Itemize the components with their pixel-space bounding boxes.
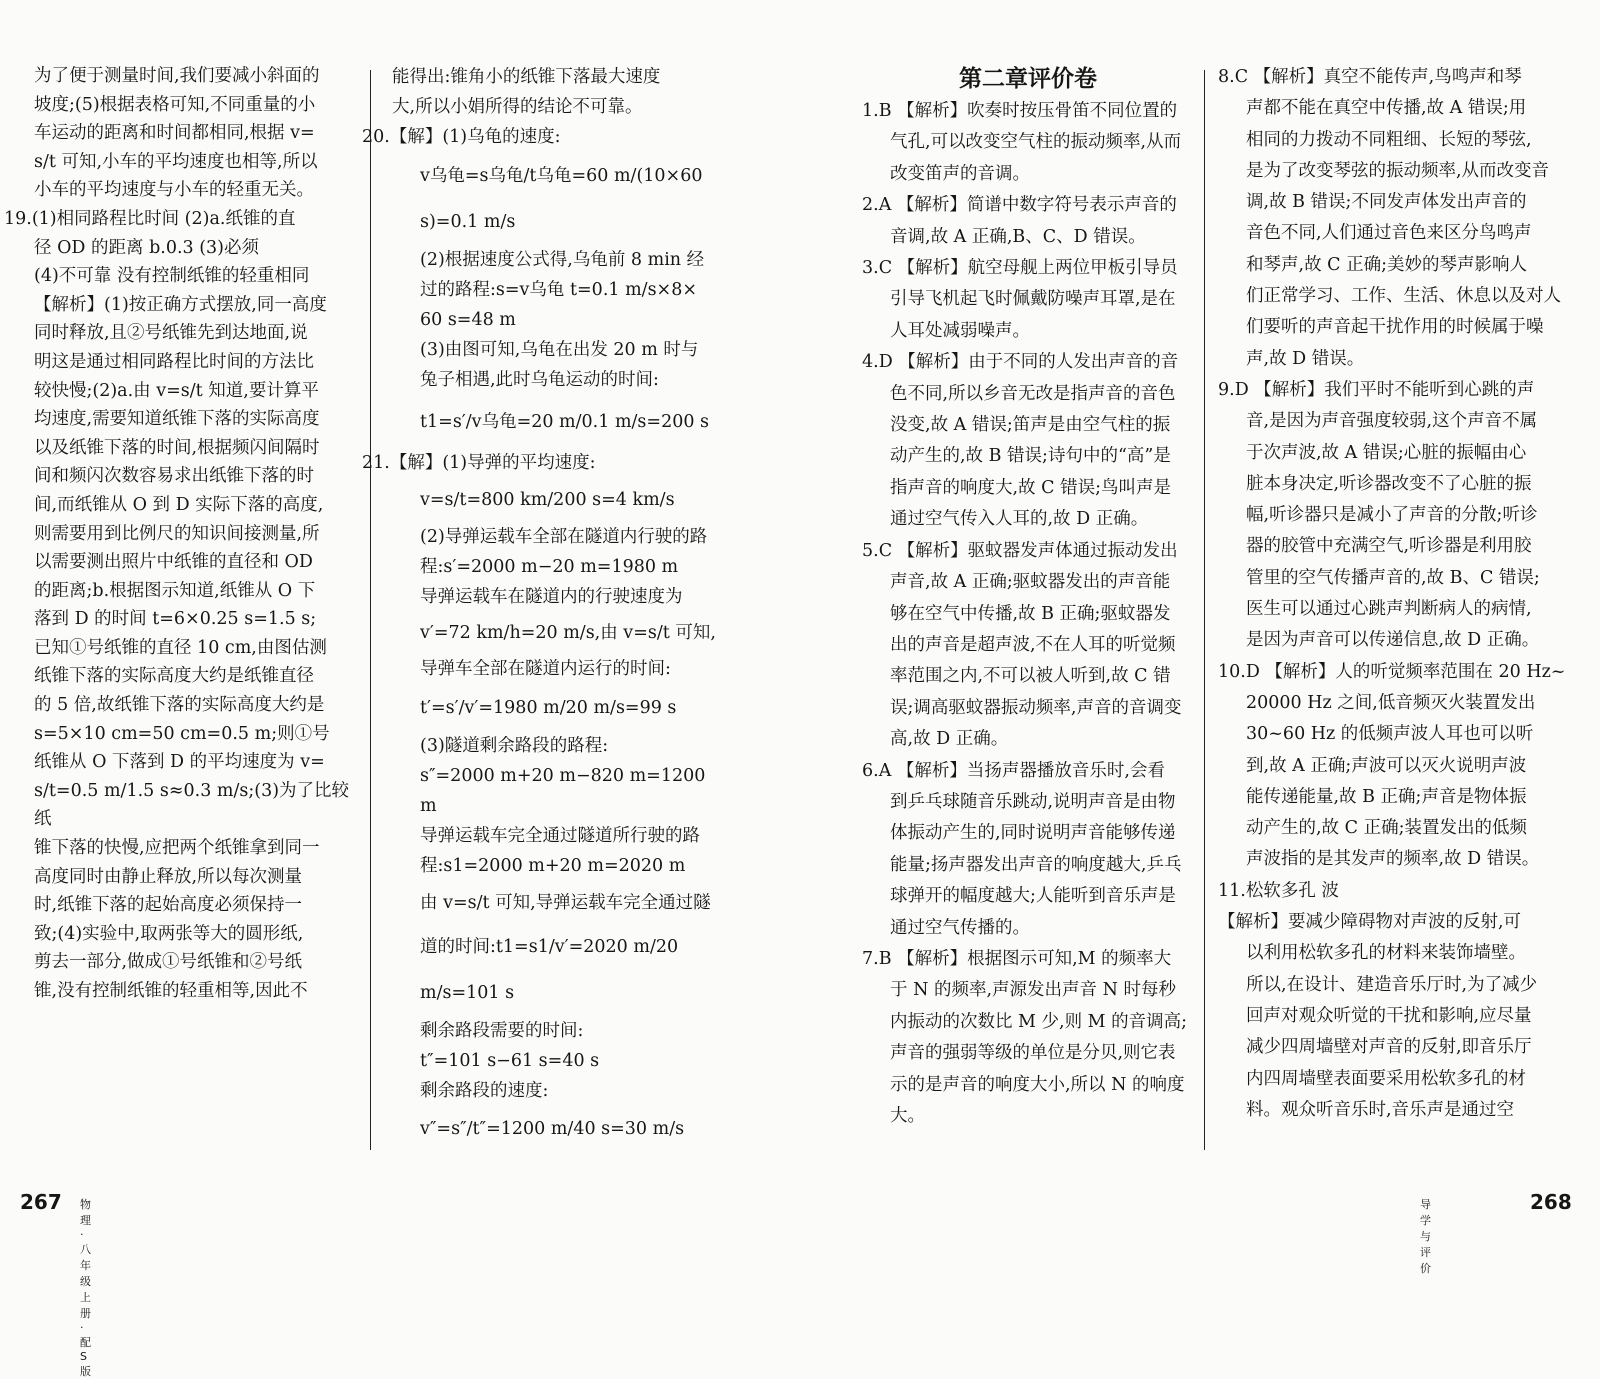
text-line: 时,纸锥下落的起始高度必须保持一: [34, 895, 303, 916]
left-column-2: [362, 62, 722, 1152]
text-line: 高,故 D 正确。: [890, 729, 1009, 750]
text-line: 相同的力拨动不同粗细、长短的琴弦,: [1246, 129, 1532, 150]
formula-line: t′=s′/v′=1980 m/20 m/s=99 s: [420, 697, 677, 718]
text-line: 坡度;(5)根据表格可知,不同重量的小: [34, 94, 316, 115]
text-line: t″=101 s−61 s=40 s: [420, 1050, 600, 1071]
text-line: 1.B 【解析】吹奏时按压骨笛不同位置的: [862, 101, 1178, 121]
text-line: 均速度,需要知道纸锥下落的实际高度: [34, 409, 320, 430]
text-line: 指声音的响度大,故 C 错误;鸟叫声是: [890, 477, 1171, 498]
page-number: 267: [20, 1190, 62, 1214]
formula-line: v乌龟=s乌龟/t乌龟=60 m/(10×60 s)=0.1 m/s: [420, 165, 703, 232]
text-line: 动产生的,故 B 错误;诗句中的“高”是: [890, 446, 1171, 467]
text-line: 剩余路段的速度:: [420, 1081, 549, 1102]
page-footer: 物理·八年级上册·配S版: [80, 1198, 92, 1378]
text-line: 导弹车全部在隧道内运行的时间:: [420, 659, 671, 680]
text-line: 于 N 的频率,声源发出声音 N 时每秒: [890, 980, 1176, 1001]
column-divider: [1204, 70, 1205, 1150]
formula-line: v′=72 km/h=20 m/s,由 v=s/t 可知,: [420, 623, 716, 644]
text-line: 声,故 D 错误。: [1246, 348, 1365, 369]
text-line: 大。: [890, 1106, 925, 1126]
page-number: 268: [1530, 1190, 1572, 1214]
text-line: 纸锥从 O 下落到 D 的平均速度为 v=: [34, 752, 325, 773]
text-line: 已知①号纸锥的直径 10 cm,由图估测: [34, 637, 327, 658]
text-line: 们正常学习、工作、生活、休息以及对人: [1246, 286, 1561, 307]
text-line: 【解析】要减少障碍物对声波的反射,可: [1218, 912, 1522, 933]
text-line: 小车的平均速度与小车的轻重无关。: [34, 180, 314, 201]
text-line: 导弹运载车完全通过隧道所行驶的路: [420, 826, 700, 847]
text-line: 通过空气传播的。: [890, 917, 1030, 938]
text-line: 60 s=48 m: [420, 310, 516, 331]
text-line: (4)不可靠 没有控制纸锥的轻重相同: [34, 266, 310, 287]
text-line: s=5×10 cm=50 cm=0.5 m;则①号: [34, 723, 330, 744]
text-line: 音调,故 A 正确,B、C、D 错误。: [890, 226, 1146, 247]
text-line: 没变,故 A 错误;笛声是由空气柱的振: [890, 415, 1171, 436]
text-line: 则需要用到比例尺的知识间接测量,所: [34, 523, 320, 544]
text-line: 色不同,所以乡音无改是指声音的音色: [890, 383, 1176, 404]
text-line: 能量;扬声器发出声音的响度越大,乒乓: [890, 854, 1182, 875]
text-line: 医生可以通过心跳声判断病人的病情,: [1246, 599, 1532, 620]
text-line: 能得出:锥角小的纸锥下落最大速度: [392, 67, 661, 87]
text-line: 误;调高驱蚊器振动频率,声音的音调变: [890, 697, 1182, 718]
text-line: 锥下落的快慢,应把两个纸锥拿到同一: [34, 838, 320, 859]
text-line: s/t 可知,小车的平均速度也相等,所以: [34, 151, 318, 172]
text-line: 4.D 【解析】由于不同的人发出声音的音: [862, 352, 1179, 373]
text-line: 和琴声,故 C 正确;美妙的琴声影响人: [1246, 254, 1527, 275]
text-line: 大,所以小娟所得的结论不可靠。: [392, 97, 643, 118]
text-line: 于次声波,故 A 错误;心脏的振幅由心: [1246, 442, 1527, 463]
text-line: 5.C 【解析】驱蚊器发声体通过振动发出: [862, 540, 1178, 561]
text-line: 7.B 【解析】根据图示可知,M 的频率大: [862, 948, 1172, 969]
text-line: 以需要测出照片中纸锥的直径和 OD: [34, 552, 313, 573]
text-line: 声音,故 A 正确;驱蚊器发出的声音能: [890, 572, 1171, 593]
right-column-1: [862, 62, 1194, 1132]
text-line: 致;(4)实验中,取两张等大的圆形纸,: [34, 923, 304, 944]
text-line: 径 OD 的距离 b.0.3 (3)必须: [34, 237, 260, 258]
text-line: 能传递能量,故 B 正确;声音是物体振: [1246, 786, 1527, 807]
text-line: 明这是通过相同路程比时间的方法比: [34, 351, 314, 372]
text-line: 内四周墙壁表面要采用松软多孔的材: [1246, 1068, 1526, 1089]
text-line: (3)由图可知,乌龟在出发 20 m 时与: [420, 340, 699, 361]
text-line: 纸锥下落的实际高度大约是纸锥直径: [34, 666, 314, 687]
text-line: (2)根据速度公式得,乌龟前 8 min 经: [420, 249, 705, 270]
text-line: 是因为声音可以传递信息,故 D 正确。: [1246, 630, 1540, 651]
text-line: 声音的强弱等级的单位是分贝,则它表: [890, 1043, 1176, 1064]
text-line: 剪去一部分,做成①号纸锥和②号纸: [34, 952, 303, 973]
text-line: 间和频闪次数容易求出纸锥下落的时: [34, 466, 314, 487]
formula-line: 道的时间:t1=s1/v′=2020 m/20 m/s=101 s: [420, 936, 679, 1003]
text-line: 器的胶管中充满空气,听诊器是利用胶: [1246, 536, 1532, 557]
text-line: 的 5 倍,故纸锥下落的实际高度大约是: [34, 695, 325, 716]
text-line: 调,故 B 错误;不同发声体发出声音的: [1246, 192, 1527, 213]
text-line: 回声对观众听觉的干扰和影响,应尽量: [1246, 1005, 1532, 1026]
text-line: s″=2000 m+20 m−820 m=1200 m: [420, 765, 706, 817]
text-line: 到,故 A 正确;声波可以灭火说明声波: [1246, 755, 1527, 776]
text-line: 2.A 【解析】简谱中数字符号表示声音的: [862, 195, 1177, 216]
text-line: 6.A 【解析】当扬声器播放音乐时,会看: [862, 760, 1165, 781]
text-line: 导弹运载车在隧道内的行驶速度为: [420, 587, 683, 608]
text-line: 幅,听诊器只是减小了声音的分散;听诊: [1246, 505, 1538, 526]
formula-line: 由 v=s/t 可知,导弹运载车完全通过隧: [420, 892, 711, 913]
text-line: 声都不能在真空中传播,故 A 错误;用: [1246, 98, 1527, 119]
text-line: 20000 Hz 之间,低音频灭火装置发出: [1246, 692, 1536, 713]
text-line: 气孔,可以改变空气柱的振动频率,从而: [890, 132, 1182, 153]
text-line: 落到 D 的时间 t=6×0.25 s=1.5 s;: [34, 609, 317, 630]
text-line: 剩余路段需要的时间:: [420, 1020, 584, 1041]
text-line: 8.C 【解析】真空不能传声,鸟鸣声和琴: [1218, 67, 1522, 87]
text-line: 示的是声音的响度大小,所以 N 的响度: [890, 1074, 1185, 1095]
text-line: 声波指的是其发声的频率,故 D 错误。: [1246, 849, 1540, 870]
text-line: 通过空气传入人耳的,故 D 正确。: [890, 509, 1149, 530]
text-line: 10.D 【解析】人的听觉频率范围在 20 Hz~: [1218, 661, 1566, 682]
text-line: 以利用松软多孔的材料来装饰墙壁。: [1246, 943, 1526, 964]
text-line: 音色不同,人们通过音色来区分鸟鸣声: [1246, 223, 1532, 244]
page-footer: 导学与评价: [1420, 1198, 1432, 1275]
text-line: 改变笛声的音调。: [890, 163, 1030, 184]
text-line: 20.【解】(1)乌龟的速度:: [362, 127, 561, 148]
text-line: 减少四周墙壁对声音的反射,即音乐厅: [1246, 1037, 1532, 1058]
text-line: 锥,没有控制纸锥的轻重相等,因此不: [34, 981, 308, 1001]
text-line: 是为了改变琴弦的振动频率,从而改变音: [1246, 160, 1550, 181]
text-line: 脏本身决定,听诊器改变不了心脏的振: [1246, 473, 1532, 494]
text-line: 引导飞机起飞时佩戴防噪声耳罩,是在: [890, 289, 1176, 310]
text-line: 为了便于测量时间,我们要减小斜面的: [34, 66, 320, 86]
text-line: 9.D 【解析】我们平时不能听到心跳的声: [1218, 379, 1535, 400]
text-line: 音,是因为声音强度较弱,这个声音不属: [1246, 411, 1538, 432]
text-line: 高度同时由静止释放,所以每次测量: [34, 866, 303, 887]
text-line: 球弹开的幅度越大;人能听到音乐声是: [890, 886, 1176, 907]
formula-line: v″=s″/t″=1200 m/40 s=30 m/s: [420, 1119, 685, 1140]
formula-line: t1=s′/v乌龟=20 m/0.1 m/s=200 s: [420, 411, 710, 432]
text-line: 3.C 【解析】航空母舰上两位甲板引导员: [862, 258, 1178, 279]
text-line: (2)导弹运载车全部在隧道内行驶的路: [420, 526, 708, 547]
text-line: 较快慢;(2)a.由 v=s/t 知道,要计算平: [34, 380, 319, 401]
left-column-1: [4, 62, 356, 1006]
text-line: 21.【解】(1)导弹的平均速度:: [362, 452, 596, 473]
text-line: 体振动产生的,同时说明声音能够传递: [890, 823, 1176, 844]
text-line: 的距离;b.根据图示知道,纸锥从 O 下: [34, 580, 316, 601]
text-line: 料。观众听音乐时,音乐声是通过空: [1246, 1099, 1515, 1120]
text-line: 所以,在设计、建造音乐厅时,为了减少: [1246, 974, 1538, 995]
text-line: 30~60 Hz 的低频声波人耳也可以听: [1246, 724, 1534, 745]
text-line: 内振动的次数比 M 少,则 M 的音调高;: [890, 1011, 1188, 1032]
column-divider: [370, 70, 371, 1150]
formula-line: v=s/t=800 km/200 s=4 km/s: [420, 489, 675, 510]
right-column-2: [1218, 62, 1568, 1126]
chapter-title: 第二章评价卷: [959, 66, 1097, 92]
text-line: 以及纸锥下落的时间,根据频闪间隔时: [34, 437, 320, 458]
text-line: 们要听的声音起干扰作用的时候属于噪: [1246, 317, 1544, 338]
text-line: 程:s1=2000 m+20 m=2020 m: [420, 856, 686, 877]
text-line: 到乒乓球随音乐跳动,说明声音是由物: [890, 791, 1176, 812]
text-line: 人耳处减弱噪声。: [890, 320, 1030, 341]
text-line: 【解析】(1)按正确方式摆放,同一高度: [34, 294, 327, 315]
text-line: 出的声音是超声波,不在人耳的听觉频: [890, 634, 1176, 655]
text-line: 11.松软多孔 波: [1218, 880, 1339, 901]
text-line: 率范围之内,不可以被人听到,故 C 错: [890, 666, 1171, 687]
text-line: 动产生的,故 C 正确;装置发出的低频: [1246, 818, 1527, 839]
text-line: s/t=0.5 m/1.5 s≈0.3 m/s;(3)为了比较纸: [34, 780, 350, 830]
text-line: 程:s′=2000 m−20 m=1980 m: [420, 557, 679, 578]
text-line: 够在空气中传播,故 B 正确;驱蚊器发: [890, 603, 1171, 624]
text-line: 兔子相遇,此时乌龟运动的时间:: [420, 370, 659, 391]
text-line: 过的路程:s=v乌龟 t=0.1 m/s×8×: [420, 279, 698, 300]
text-line: 管里的空气传播声音的,故 B、C 错误;: [1246, 567, 1540, 588]
text-line: 间,而纸锥从 O 到 D 实际下落的高度,: [34, 494, 324, 515]
text-line: 同时释放,且②号纸锥先到达地面,说: [34, 323, 308, 344]
text-line: 19.(1)相同路程比时间 (2)a.纸锥的直: [4, 208, 296, 229]
text-line: 车运动的距离和时间都相同,根据 v=: [34, 123, 315, 144]
text-line: (3)隧道剩余路段的路程:: [420, 735, 609, 756]
